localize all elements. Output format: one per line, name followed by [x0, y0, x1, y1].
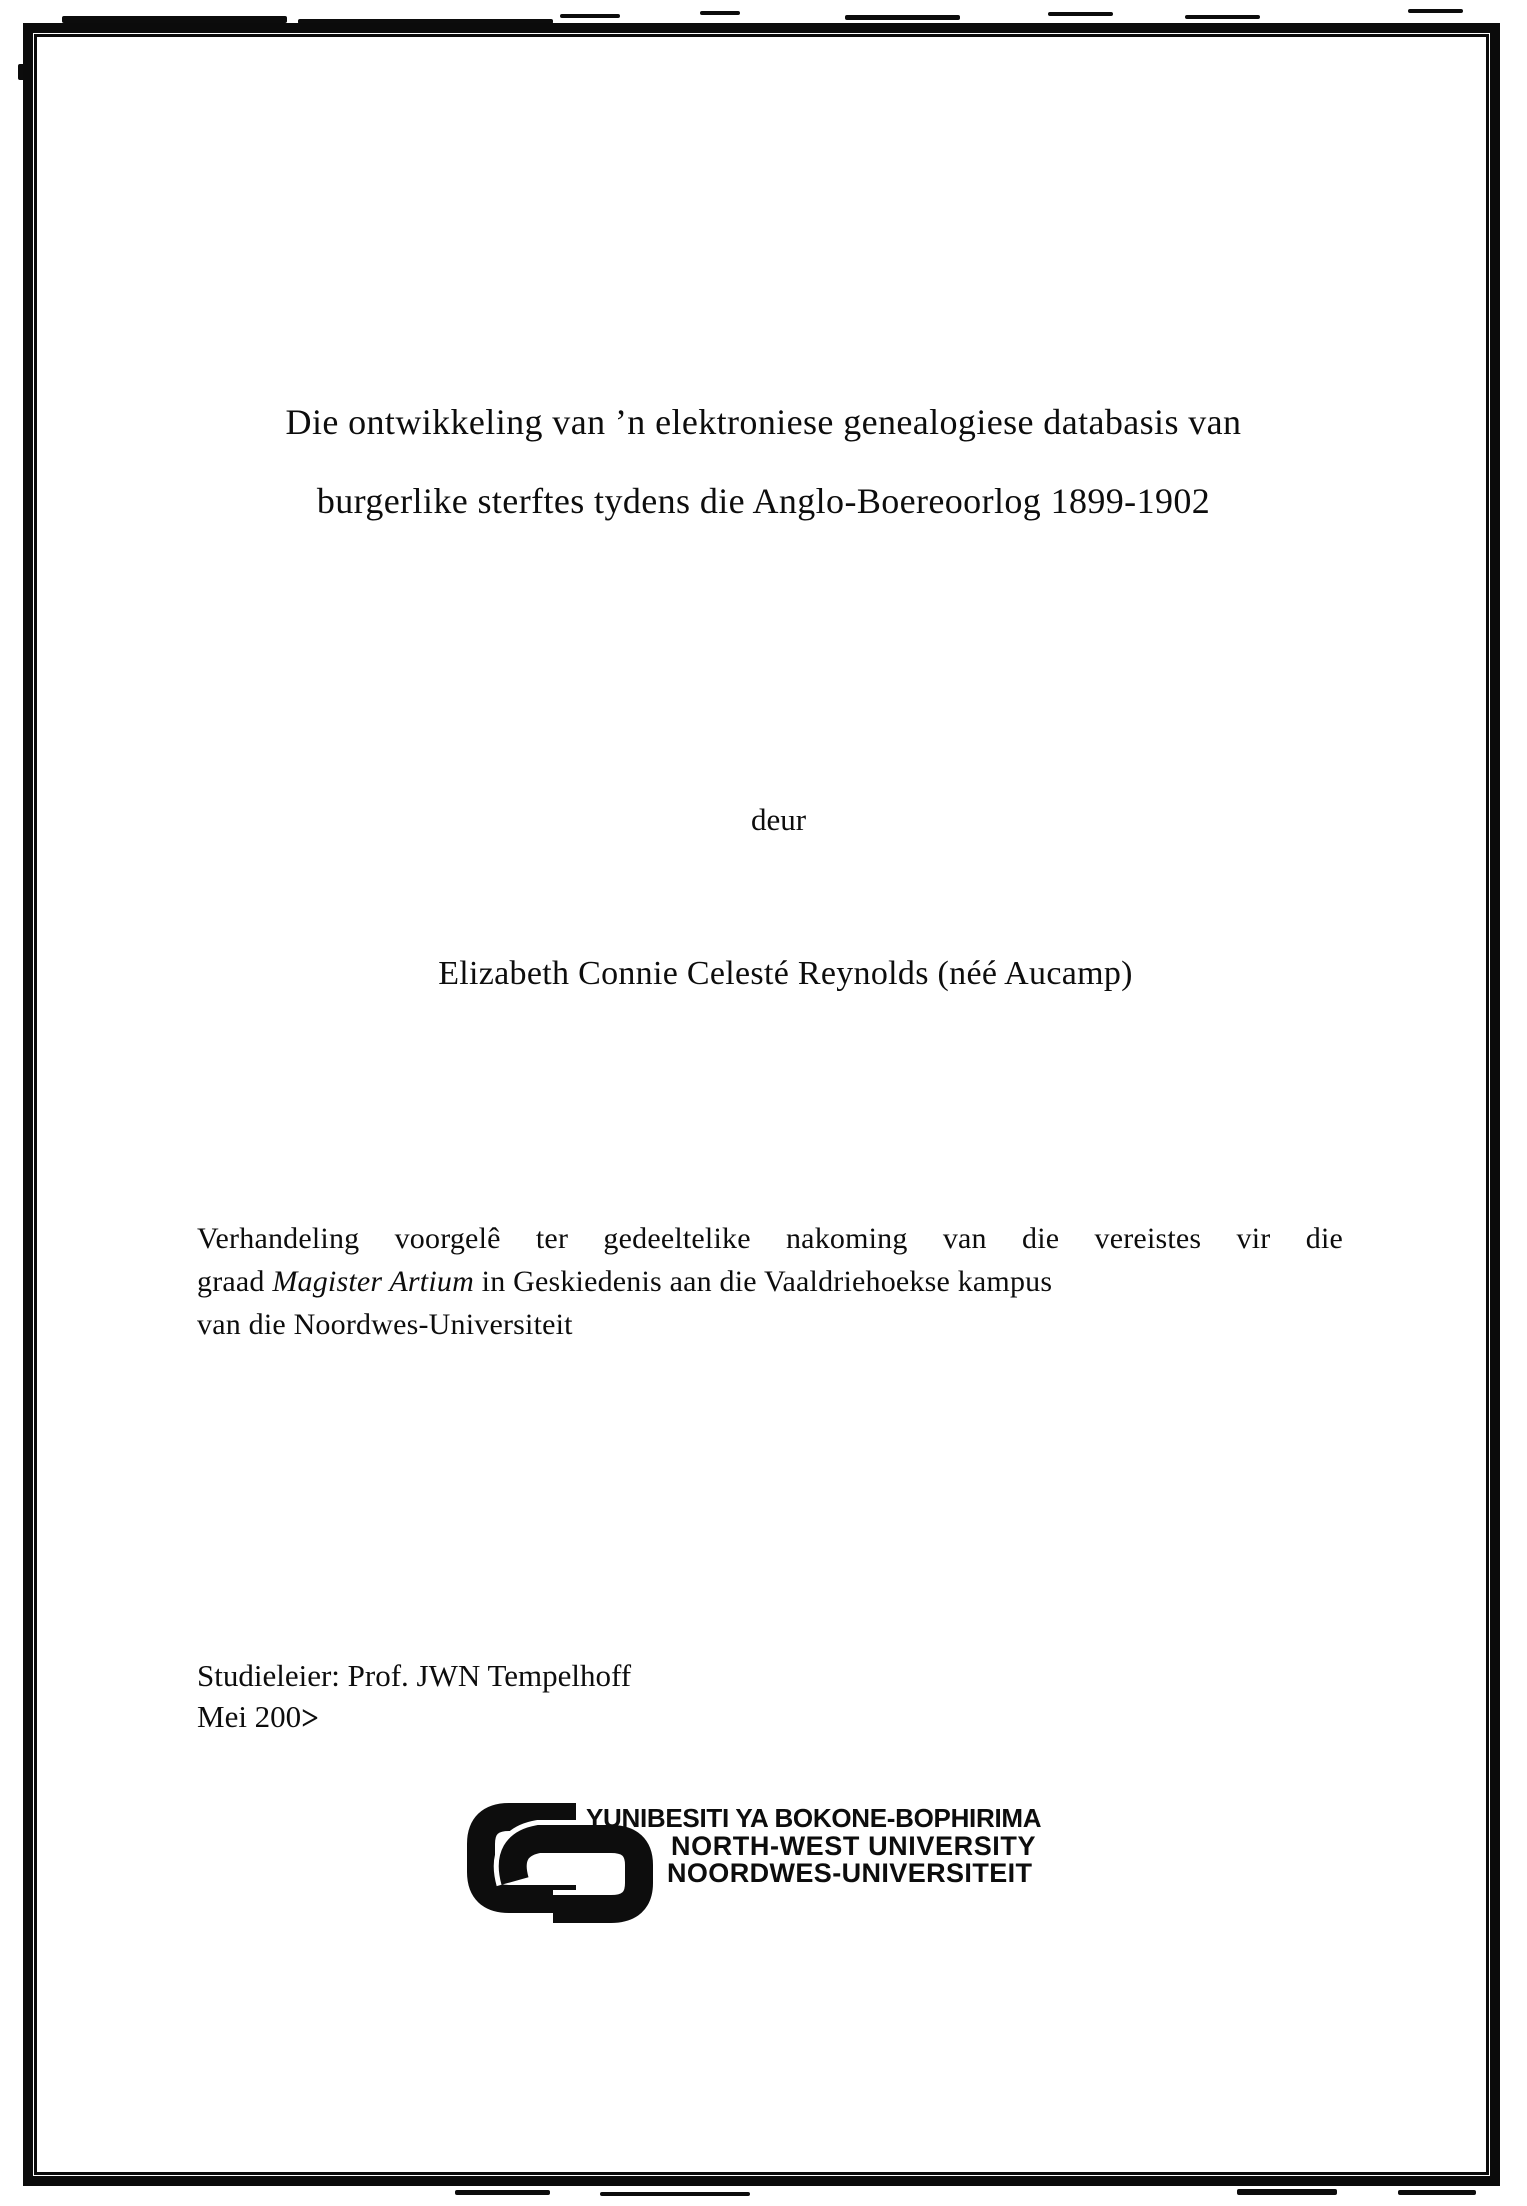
- byline-label: deur: [750, 802, 807, 837]
- statement-line-3: van die Noordwes-Universiteit: [197, 1308, 573, 1341]
- thesis-title: [20, 383, 1507, 541]
- scan-artifact: [845, 15, 960, 20]
- scan-artifact: [1408, 9, 1463, 13]
- scan-artifact: [1048, 12, 1113, 16]
- scan-artifact: [1237, 2189, 1337, 2195]
- scan-artifact: [62, 16, 287, 23]
- logo-text-english: NORTH-WEST UNIVERSITY: [671, 1831, 1037, 1861]
- statement-line-2-suffix: in Geskiedenis aan die Vaaldriehoekse kampus: [473, 1265, 1053, 1298]
- supervisor-block: [197, 1655, 631, 1737]
- title-line-2: burgerlike sterftes tydens die Anglo-Boereoorlog 1899-1902: [316, 481, 1211, 521]
- date-line: [197, 1696, 631, 1737]
- scan-artifact: [455, 2190, 550, 2195]
- submission-statement: [197, 1217, 1343, 1346]
- statement-line-1: Verhandeling voorgelê ter gedeeltelike nakoming van die vereistes vir die: [197, 1222, 1343, 1255]
- scan-artifact: [560, 14, 620, 18]
- statement-line-2-prefix: graad: [197, 1265, 273, 1298]
- degree-name: Magister Artium: [272, 1265, 474, 1298]
- logo-text-afrikaans: NOORDWES-UNIVERSITEIT: [667, 1858, 1033, 1888]
- statement-line-2: [197, 1260, 1343, 1303]
- author-name: Elizabeth Connie Celesté Reynolds (néé Aucamp): [438, 955, 1133, 992]
- scan-artifact: [1398, 2190, 1476, 2195]
- scan-artifact: [600, 2192, 750, 2196]
- scan-artifact: [700, 11, 740, 15]
- supervisor-line: Studieleier: Prof. JWN Tempelhoff: [197, 1658, 632, 1693]
- scan-artifact: [1185, 15, 1260, 19]
- date-prefix: Mei 200: [197, 1699, 302, 1734]
- logo-text-setswana: YUNIBESITI YA BOKONE-BOPHIRIMA: [586, 1803, 1042, 1833]
- date-year-glyph: >: [301, 1698, 319, 1738]
- title-line-1: Die ontwikkeling van ’n elektroniese genealogiese databasis van: [285, 402, 1242, 442]
